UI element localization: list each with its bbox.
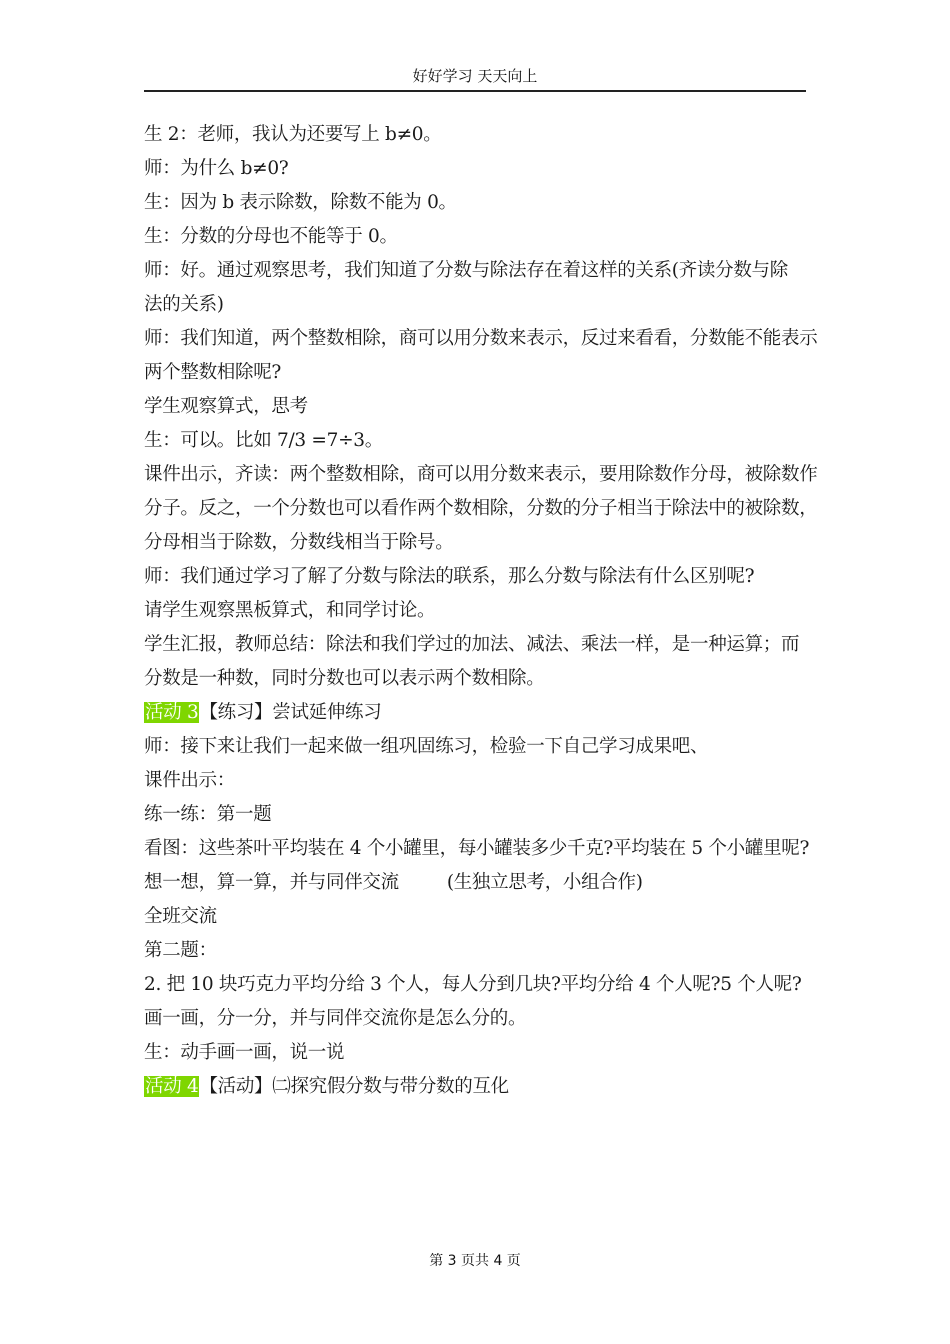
text-line: 分数是一种数，同时分数也可以表示两个数相除。 (144, 668, 545, 689)
text-line: 全班交流 (144, 906, 217, 927)
text-line: 课件出示，齐读：两个整数相除，商可以用分数来表示，要用除数作分母，被除数作 (144, 464, 818, 485)
page-number: 第 3 页共 4 页 (429, 1253, 521, 1269)
text-line: 练一练：第一题 (144, 804, 272, 825)
text-line: 生：因为 b 表示除数，除数不能为 0。 (144, 192, 457, 213)
text-line: 学生观察算式，思考 (144, 396, 308, 417)
page-header (144, 66, 806, 92)
text-line: 分母相当于除数，分数线相当于除号。 (144, 532, 454, 553)
text-line: 师：我们通过学习了解了分数与除法的联系，那么分数与除法有什么区别呢? (144, 566, 755, 587)
text-line: 请学生观察黑板算式，和同学讨论。 (144, 600, 436, 621)
activity-3-title: 【练习】尝试延伸练习 (199, 702, 382, 723)
activity-3-tag: 活动 3 (145, 702, 199, 723)
text-line: 法的关系) (144, 294, 224, 315)
header-title: 好好学习 天天向上 (412, 67, 538, 85)
text-line: 生：可以。比如 7/3 =7÷3。 (144, 430, 383, 451)
text-line: 第二题： (144, 940, 217, 961)
text-line: 生 2：老师，我认为还要写上 b≠0。 (144, 124, 442, 145)
think-line-main: 想一想，算一算，并与同伴交流 (144, 872, 399, 893)
activity-4-tag: 活动 4 (145, 1076, 199, 1097)
text-line: 师：接下来让我们一起来做一组巩固练习，检验一下自己学习成果吧、 (144, 736, 709, 757)
page-footer (0, 1250, 950, 1270)
document-body (144, 118, 818, 1104)
text-line: 生：动手画一画，说一说 (144, 1042, 345, 1063)
text-line: 学生汇报，教师总结：除法和我们学过的加法、减法、乘法一样，是一种运算；而 (144, 634, 800, 655)
text-line: 课件出示： (144, 770, 236, 791)
text-line: 2. 把 10 块巧克力平均分给 3 个人，每人分到几块?平均分给 4 个人呢?5 个人呢? (144, 974, 802, 995)
text-line: 画一画，分一分，并与同伴交流你是怎么分的。 (144, 1008, 527, 1029)
activity-4-heading (144, 1070, 814, 1104)
activity-3-heading (144, 696, 814, 730)
text-line: 师：为什么 b≠0? (144, 158, 289, 179)
text-line: 看图：这些茶叶平均装在 4 个小罐里，每小罐装多少千克?平均装在 5 个小罐里呢? (144, 838, 810, 859)
think-line (144, 866, 814, 900)
text-line: 两个整数相除呢? (144, 362, 282, 383)
text-line: 师：好。通过观察思考，我们知道了分数与除法存在着这样的关系(齐读分数与除 (144, 260, 788, 281)
text-line: 分子。反之，一个分数也可以看作两个数相除，分数的分子相当于除法中的被除数， (144, 498, 818, 519)
activity-4-title: 【活动】㈡探究假分数与带分数的互化 (199, 1076, 509, 1097)
think-line-note: (生独立思考，小组合作) (446, 872, 643, 893)
text-line: 师：我们知道，两个整数相除，商可以用分数来表示，反过来看看，分数能不能表示 (144, 328, 818, 349)
text-line: 生：分数的分母也不能等于 0。 (144, 226, 398, 247)
